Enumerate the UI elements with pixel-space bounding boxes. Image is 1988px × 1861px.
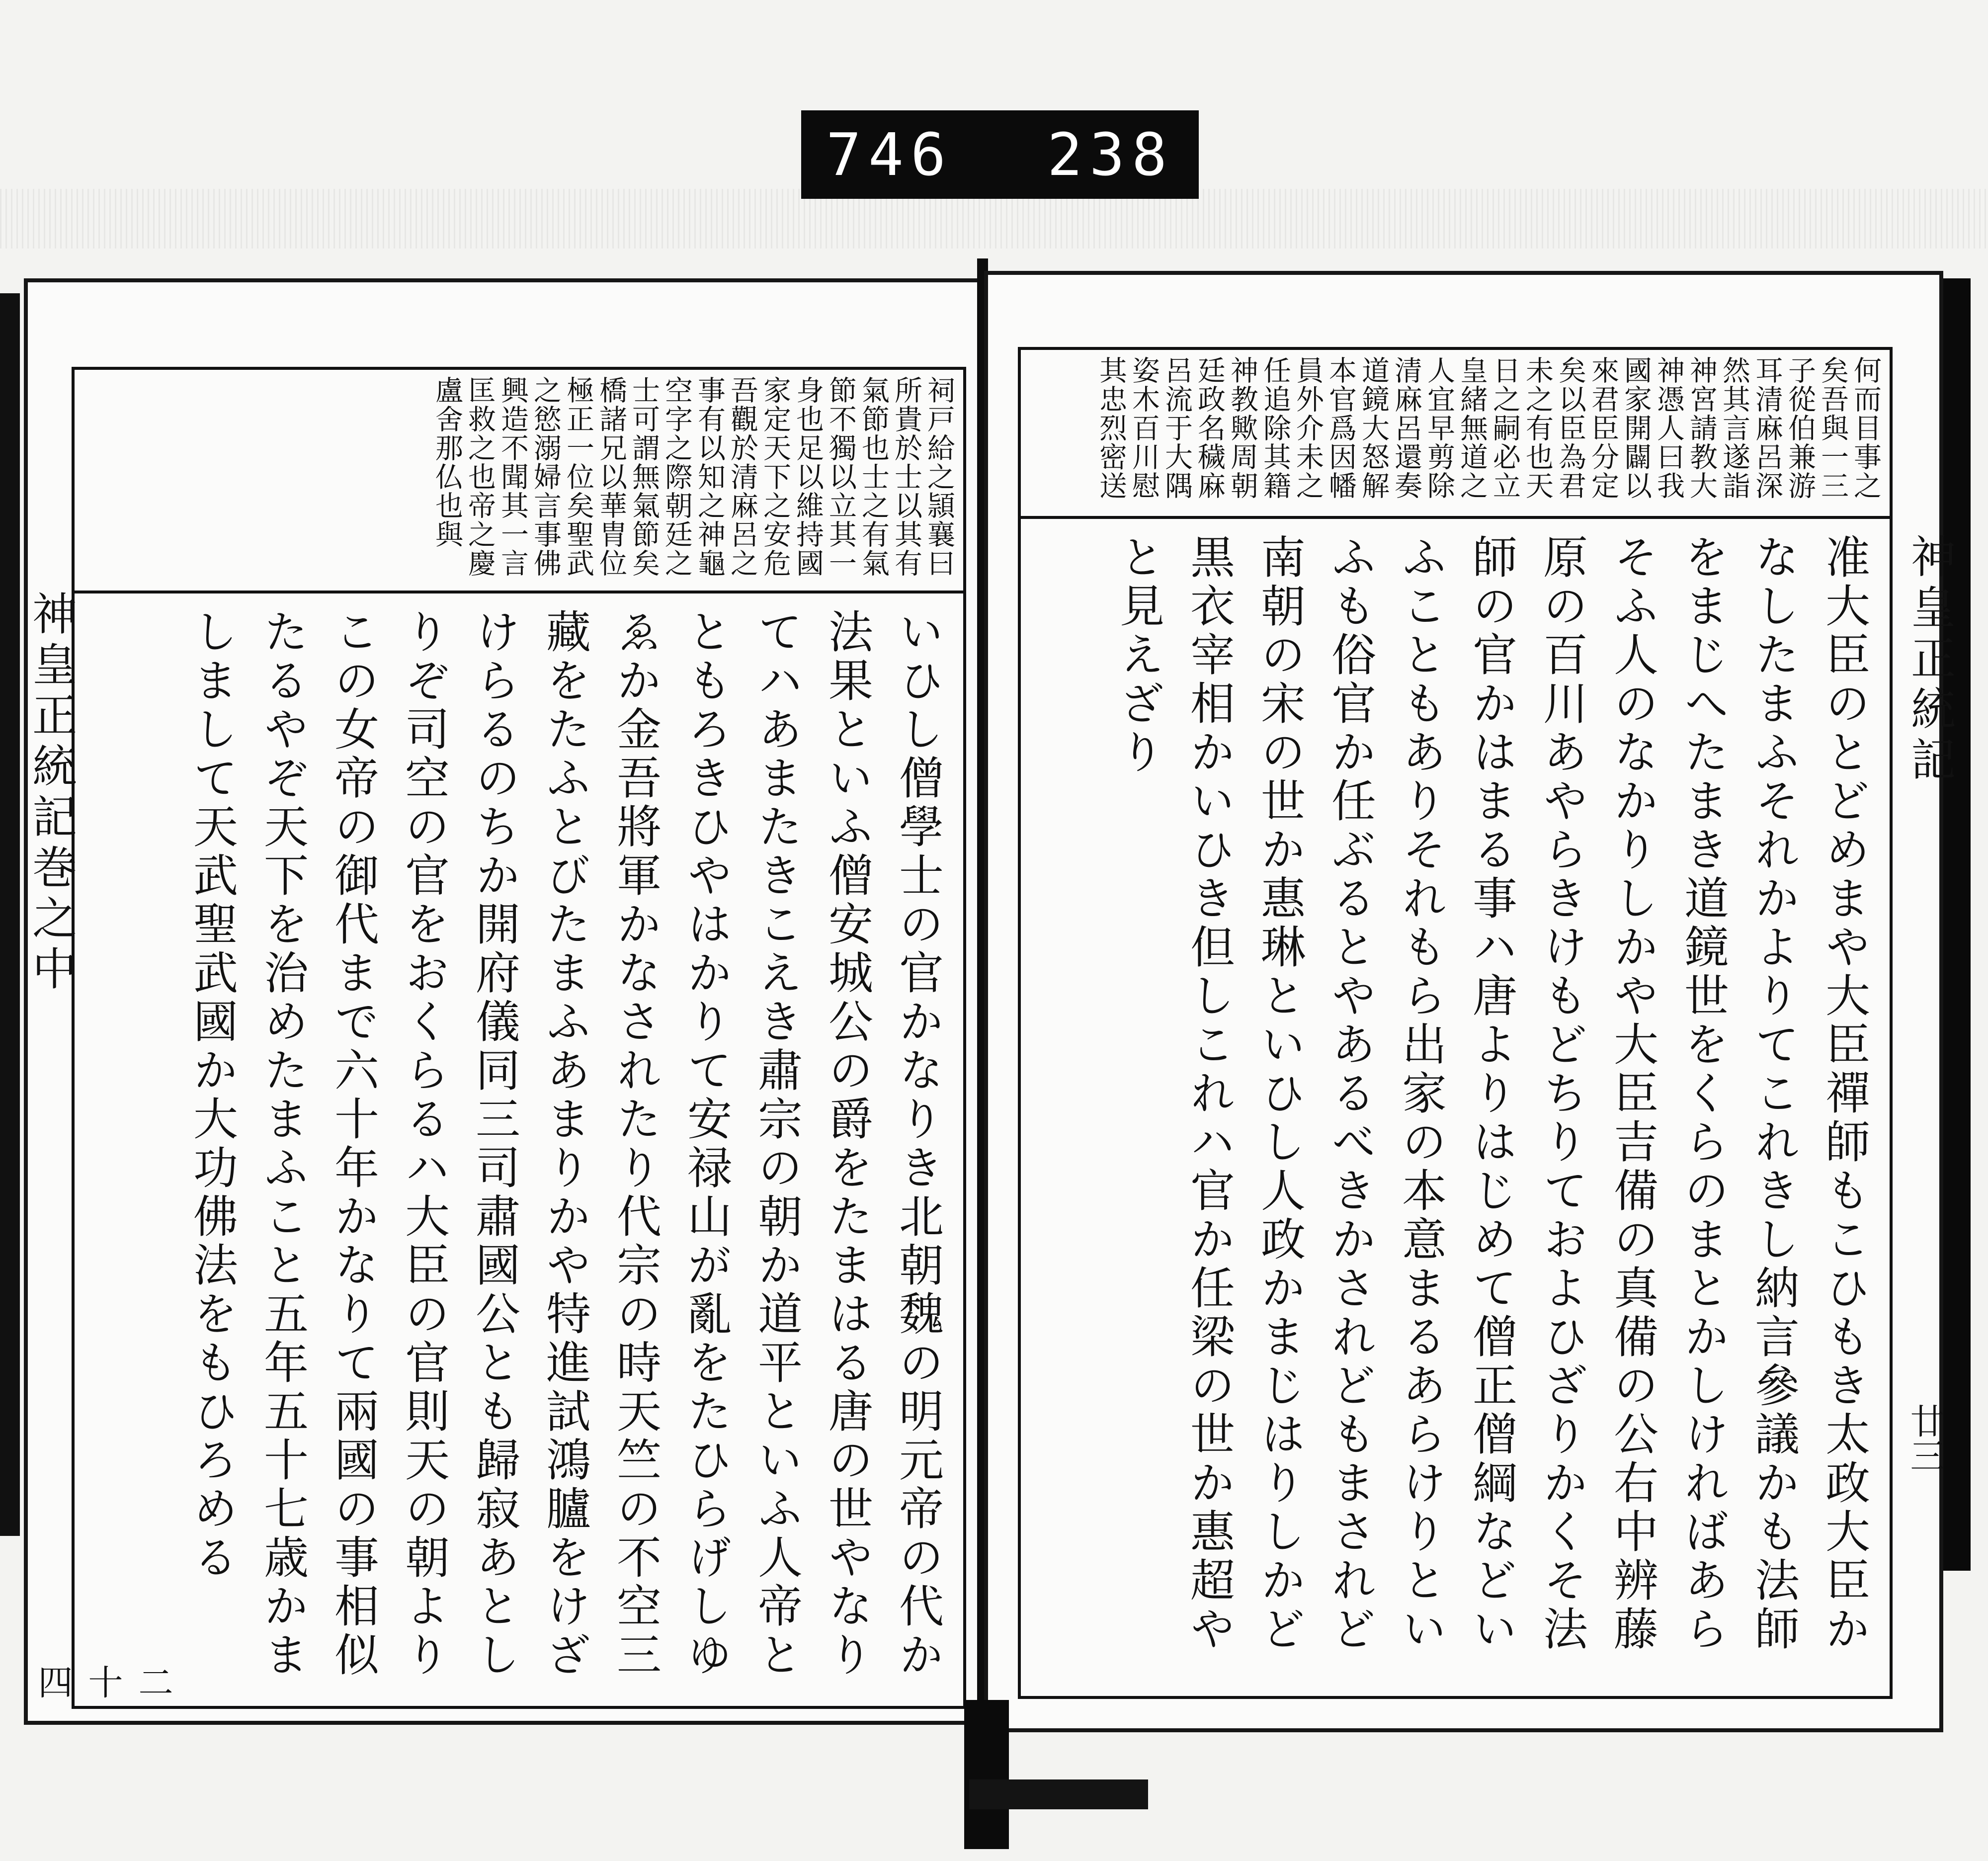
binding-shadow bbox=[964, 1700, 1009, 1849]
right-page-main-text: 准大臣のとどめまや大臣禪師もこひもき太政大臣かなしたまふそれかよりてこれきし納言參議かも法師をまじへたまき道鏡世をくらのまとかしければあらそふ人のなかりしかや大臣吉備の真備の公右中辨藤原の百川あやらきけもどちりておよひざりかくそ法師の官かはまる事ハ唐よりはじめて僧正僧綱などいふこともありそれもら出家の本意まるあらけりといふも俗官か任ぶるとやあるべきかされどもまされど南朝の宋の世か惠琳といひし人政かまじはりしかど黒衣宰相かいひき但しこれハ官か任梁の世か惠超やと見えざり bbox=[1112, 534, 1870, 1654]
catalog-label bbox=[801, 110, 1199, 199]
left-page-fold-number: 二十四 bbox=[32, 1664, 173, 1699]
right-page-fold-number: 廿三 bbox=[1905, 1403, 1945, 1473]
left-page-main-text: いひし僧學士の官かなりき北朝魏の明元帝の代か法果といふ僧安城公の爵をたまはる唐の世やなりてハあまたきこえき肅宗の朝か道平といふ人帝とともろきひやはかりて安禄山が亂をたひらげしゆゑか金吾將軍かなされたり代宗の時天竺の不空三藏をたふとびたまふあまりかや特進試鴻臚をけざけらるのちか開府儀同三司肅國公とも歸寂あとしりぞ司空の官をおくらるハ大臣の官則天の朝よりこの女帝の御代まで六十年かなりて兩國の事相似たるやぞ天下を治めたまふこと五年五十七歳かましまして天武聖武國か大功佛法をもひろめる bbox=[185, 608, 943, 1680]
left-page-running-title: 神皇正統記巻之中 bbox=[24, 591, 77, 996]
binding-shadow-lower bbox=[969, 1779, 1148, 1809]
right-page-frame bbox=[1018, 347, 1893, 1699]
catalog-number-left: 746 bbox=[826, 120, 953, 189]
book-edge-left bbox=[0, 293, 20, 1536]
left-page-notes: 祠戸給之頴襄曰所貴於士以其有氣節也士之有氣節不獨以立其一身也足以維持國家定天下之安危吾觀於清麻呂之事有以知之神龜空字之際朝廷之士可謂無氣節矣橋諸兄以華胄位極正一位矣聖武之慾溺婦言事佛興造不聞其一言匡救之也帝之慶盧舍那仏也與 bbox=[75, 370, 963, 593]
left-page bbox=[24, 278, 987, 1725]
catalog-number-right: 238 bbox=[1047, 120, 1174, 189]
right-page-running-title: 神皇正統記 bbox=[1903, 533, 1955, 787]
right-page bbox=[984, 271, 1955, 1732]
right-page-notes: 何而目事之矣吾與一三子從伯兼游耳清麻呂深然其言遂詣神宮請教大神憑人曰我國家開闢以來君臣分定矣以臣為君未之有也天日之嗣必立皇緒無道之人宜早剪除清麻呂還奏道鏡大怒解本官爲因幡員外介未之任追除其籍神教歟周朝廷政名穢麻呂流于大隅姿木百川慰其忠烈密送 bbox=[1021, 350, 1890, 519]
left-page-frame bbox=[72, 367, 966, 1709]
